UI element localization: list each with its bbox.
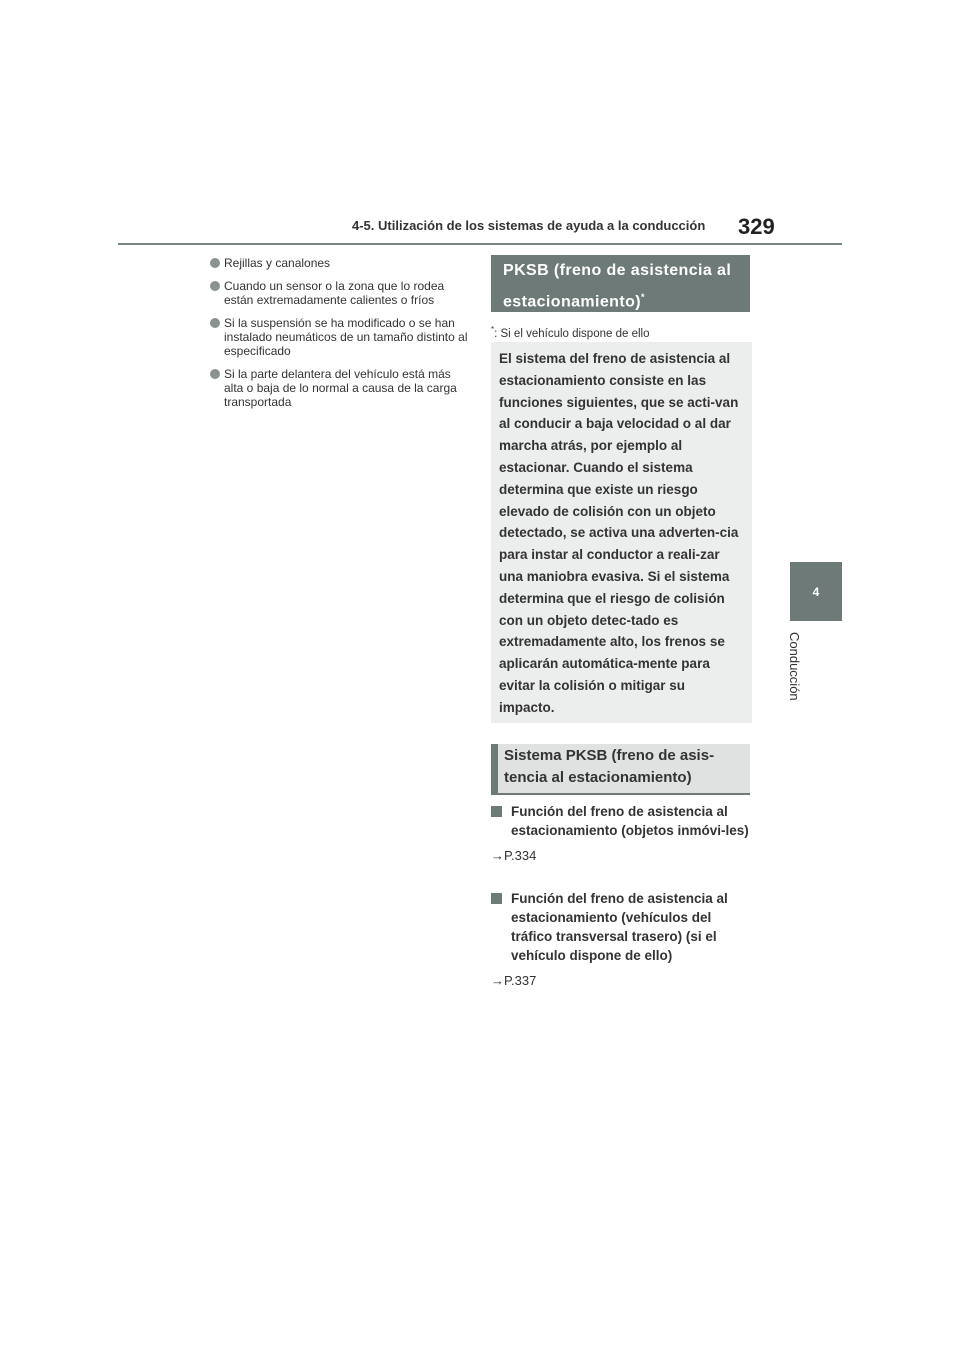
feature-title: Función del freno de asistencia al estacionamiento (vehículos del tráfico transversal trasero) (si el vehículo dispone de ello)	[491, 889, 751, 965]
system-heading-rule	[491, 793, 750, 795]
bullet-icon	[210, 281, 220, 291]
list-item: Cuando un sensor o la zona que lo rodea están extremadamente calientes o fríos	[210, 279, 472, 307]
list-item: Si la suspensión se ha modificado o se han instalado neumáticos de un tamaño distinto al especificado	[210, 316, 472, 358]
page-number: 329	[738, 214, 775, 239]
chapter-tab	[790, 562, 842, 621]
footnote: *: Si el vehículo dispone de ello	[491, 325, 650, 340]
feature-item	[491, 802, 751, 863]
system-heading: Sistema PKSB (freno de asis-tencia al estacionamiento)	[491, 744, 750, 794]
bullet-icon	[210, 258, 220, 268]
footnote-marker: *	[641, 292, 645, 302]
page-reference-link[interactable]: →P.334	[491, 848, 537, 863]
chapter-number: 4	[812, 584, 820, 599]
square-bullet-icon	[491, 893, 502, 904]
chapter-label: Conducción	[787, 632, 802, 701]
bullet-icon	[210, 318, 220, 328]
section-title: 4-5. Utilización de los sistemas de ayuda a la conducción	[352, 218, 706, 233]
description-box: El sistema del freno de asistencia al estacionamiento consiste en las funciones siguientes, que se acti-van al conducir a baja velocidad o al dar marcha atrás, por ejemplo al estacionar. Cuando el sistema determina que existe un riesgo elevado de colisión con un objeto detectado, se activa una adverten-cia para instar al conductor a reali-zar una maniobra evasiva. Si el sistema determina que el riesgo de colisión con un objeto detec-tado es extremadamente alto, los frenos se aplicarán automática-mente para evitar la colisión o mitigar su impacto.	[491, 342, 752, 723]
bullet-icon	[210, 369, 220, 379]
header-divider	[118, 243, 842, 245]
left-bullet-list	[210, 256, 472, 418]
page-reference-link[interactable]: →P.337	[491, 973, 537, 988]
feature-item	[491, 889, 751, 988]
list-item: Si la parte delantera del vehículo está más alta o baja de lo normal a causa de la carga transportada	[210, 367, 472, 409]
pksb-heading: PKSB (freno de asistencia al estacionamiento)*	[491, 255, 750, 312]
square-bullet-icon	[491, 806, 502, 817]
list-item: Rejillas y canalones	[210, 256, 472, 270]
feature-title: Función del freno de asistencia al estacionamiento (objetos inmóvi-les)	[491, 802, 751, 840]
